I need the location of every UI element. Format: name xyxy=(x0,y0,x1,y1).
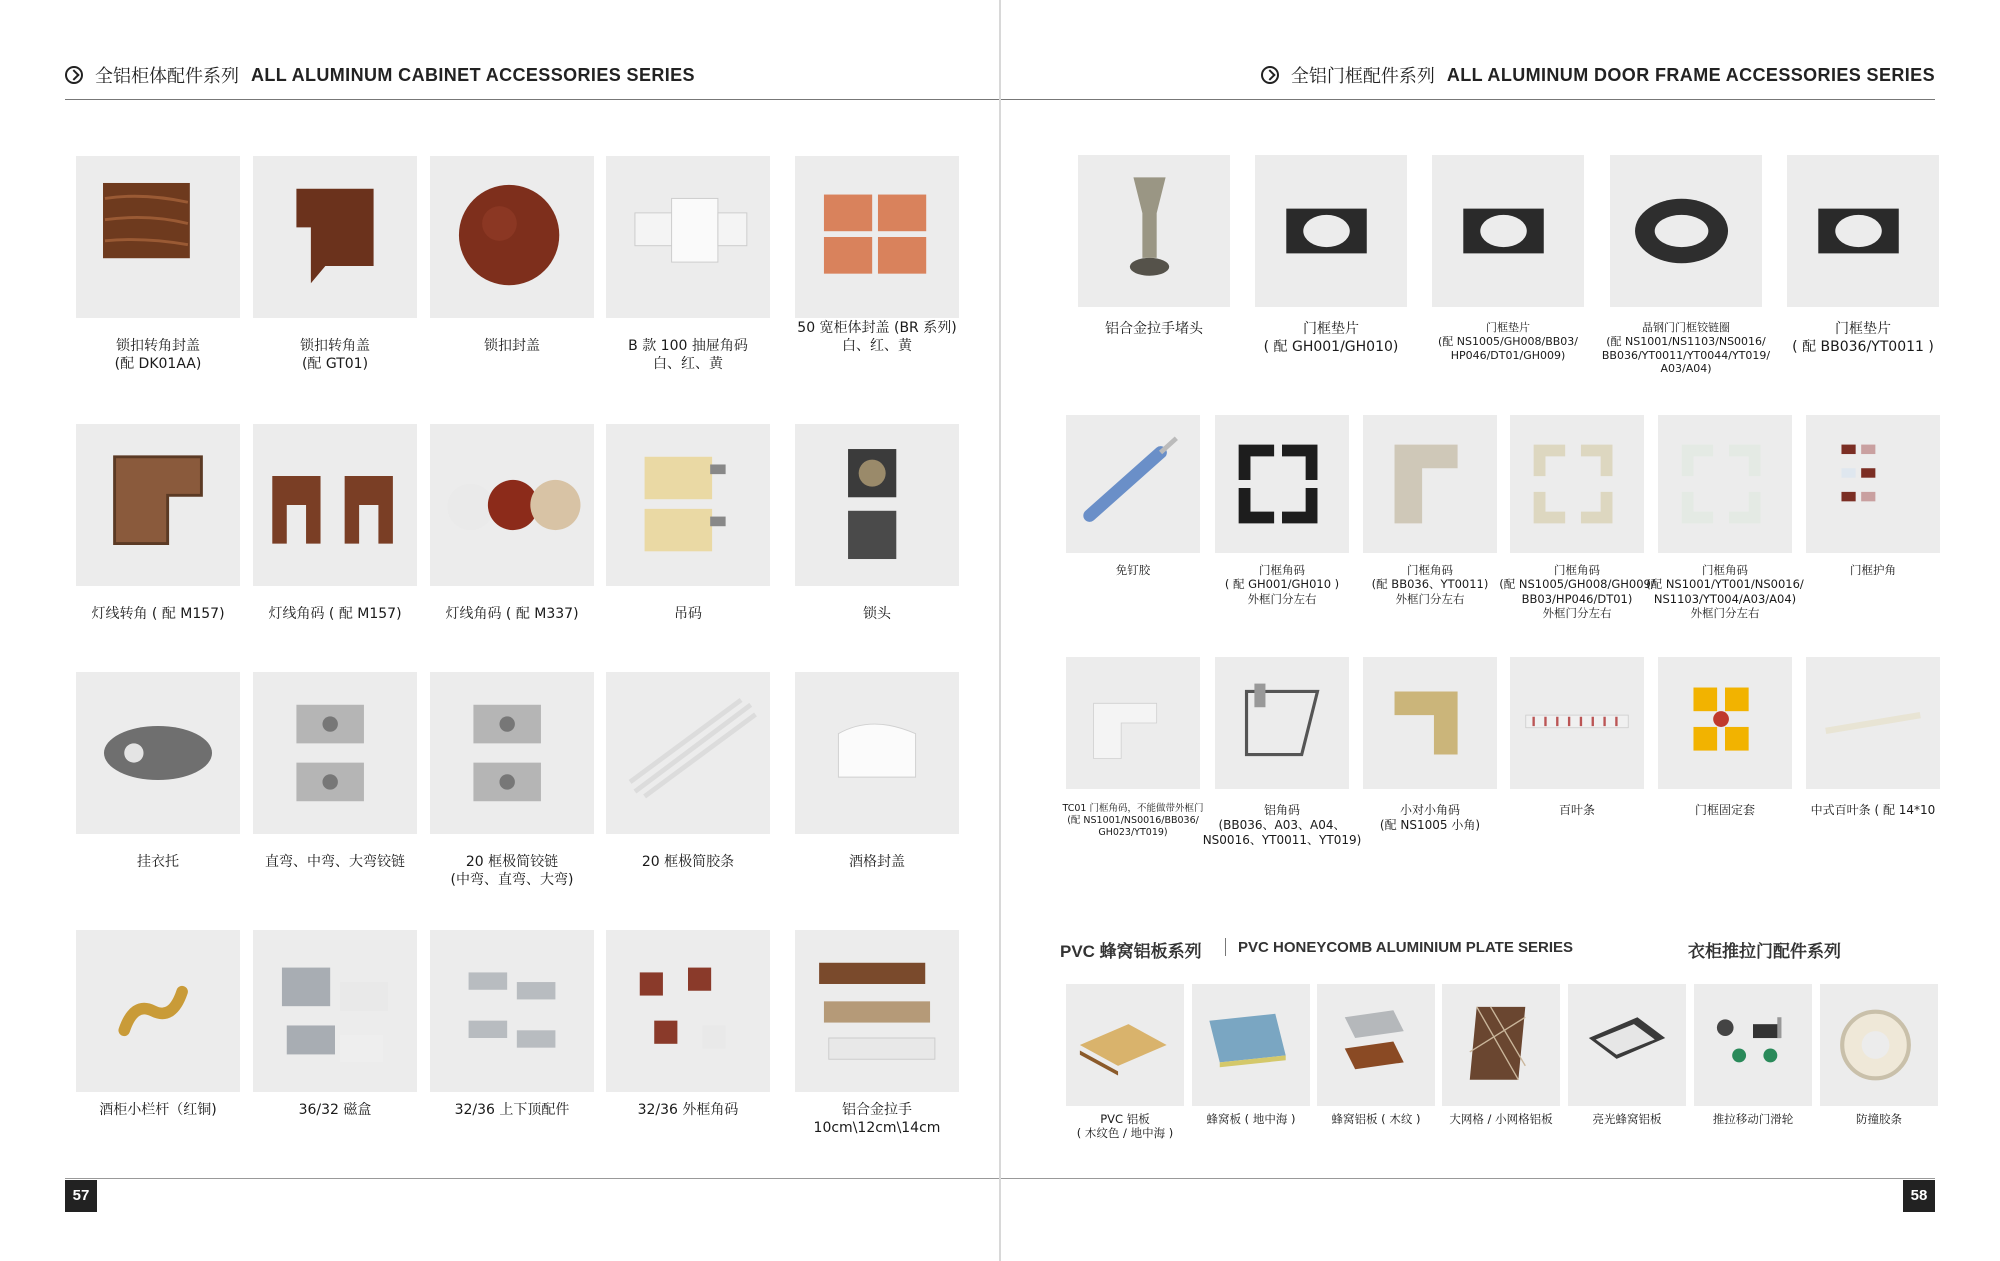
caption-line: 外框门分左右 xyxy=(1542,606,1612,621)
caption-line: (配 NS1005/GH008/GH009/ xyxy=(1499,577,1655,592)
product-photo xyxy=(1442,984,1560,1106)
product-caption xyxy=(775,606,979,624)
caption-line: 小对小角码 xyxy=(1399,803,1460,817)
product-photo xyxy=(1192,984,1310,1106)
caption-line: 直弯、中弯、大弯铰链 xyxy=(265,854,405,870)
caption-line: 门框角码 xyxy=(1554,563,1600,577)
left-header-rule xyxy=(65,99,999,100)
caption-line: 外框门分左右 xyxy=(1247,591,1317,606)
caption-line: (中弯、直弯、大弯) xyxy=(450,871,574,888)
product-photo xyxy=(1658,415,1792,553)
product-photo xyxy=(1787,155,1939,307)
caption-line: 10cm\12cm\14cm xyxy=(813,1119,941,1136)
caption-line: (配 DK01AA) xyxy=(114,355,202,372)
product-caption xyxy=(775,1102,979,1137)
caption-line: 门框固定套 xyxy=(1694,803,1755,817)
caption-line: ( 配 BB036/YT0011 ) xyxy=(1792,338,1934,355)
product-photo xyxy=(1820,984,1938,1106)
caption-line: 锁扣转角盖 xyxy=(300,338,370,354)
caption-line: 门框护角 xyxy=(1850,563,1896,577)
caption-line: 门框角码 xyxy=(1702,563,1748,577)
caption-line: B 款 100 抽屉角码 xyxy=(628,338,748,354)
product-photo xyxy=(430,424,594,586)
caption-line: 蜂窝铝板 ( 木纹 ) xyxy=(1331,1112,1421,1126)
product-photo xyxy=(430,156,594,318)
caption-line: 20 框极简胶条 xyxy=(641,854,735,870)
caption-line: A03/A04) xyxy=(1660,362,1712,376)
product-photo xyxy=(795,930,959,1092)
caption-line: 外框门分左右 xyxy=(1395,591,1465,606)
product-caption xyxy=(410,606,614,624)
product-caption xyxy=(1786,563,1960,577)
product-photo xyxy=(1806,415,1940,553)
caption-line: 防撞胶条 xyxy=(1856,1112,1902,1126)
product-caption xyxy=(56,338,260,373)
product-photo xyxy=(1078,155,1230,307)
caption-line: ( 配 GH001/GH010) xyxy=(1263,338,1399,355)
product-caption xyxy=(1235,321,1427,356)
caption-line: ( 木纹色 / 地中海 ) xyxy=(1076,1126,1174,1141)
caption-line: (配 NS1005/GH008/BB03/ xyxy=(1438,334,1578,348)
product-photo xyxy=(1694,984,1812,1106)
product-photo xyxy=(1610,155,1762,307)
caption-line: (配 NS1001/NS1103/NS0016/ xyxy=(1606,334,1766,348)
caption-line: 蜂窝板 ( 地中海 ) xyxy=(1206,1112,1296,1126)
product-caption xyxy=(1786,803,1960,818)
caption-line: 门框角码 xyxy=(1407,563,1453,577)
section-title-divider xyxy=(1225,938,1226,956)
product-photo xyxy=(1363,657,1497,789)
product-photo xyxy=(1317,984,1435,1106)
caption-line: BB03/HP046/DT01) xyxy=(1521,591,1633,606)
caption-line: 推拉移动门滑轮 xyxy=(1712,1112,1794,1126)
product-photo xyxy=(253,156,417,318)
caption-line: (配 GT01) xyxy=(301,355,369,372)
right-header-cn: 全铝门框配件系列 xyxy=(1290,66,1435,87)
product-photo xyxy=(76,424,240,586)
product-caption xyxy=(586,606,790,624)
product-photo xyxy=(1255,155,1407,307)
left-footer-rule xyxy=(65,1178,999,1179)
caption-line: 百叶条 xyxy=(1558,803,1595,817)
caption-line: 32/36 上下顶配件 xyxy=(454,1102,570,1118)
caption-line: 铝合金拉手堵头 xyxy=(1105,321,1203,337)
product-photo xyxy=(1432,155,1584,307)
caption-line: 锁扣转角封盖 xyxy=(116,338,200,354)
product-photo xyxy=(795,424,959,586)
product-caption xyxy=(56,606,260,624)
right-page-header xyxy=(1261,62,1935,88)
product-photo xyxy=(430,672,594,834)
caption-line: 酒柜小栏杆（红铜) xyxy=(99,1102,217,1118)
product-caption xyxy=(233,338,437,373)
product-photo xyxy=(1066,657,1200,789)
product-photo xyxy=(1510,657,1644,789)
caption-line: 白、红、黄 xyxy=(653,355,723,372)
caption-line: 中式百叶条 ( 配 14*10 xyxy=(1810,803,1936,817)
product-caption xyxy=(1058,321,1250,339)
product-photo xyxy=(1066,415,1200,553)
page-spine xyxy=(999,0,1001,1261)
caption-line: HP046/DT01/GH009) xyxy=(1450,348,1566,362)
caption-line: (配 NS1001/NS0016/BB036/ xyxy=(1067,814,1199,826)
caption-line: 免钉胶 xyxy=(1115,563,1151,577)
product-caption xyxy=(586,338,790,373)
caption-line: 大网格 / 小网格铝板 xyxy=(1449,1112,1553,1126)
product-caption xyxy=(1767,321,1959,356)
right-header-rule xyxy=(1001,99,1935,100)
caption-line: 门框垫片 xyxy=(1303,321,1359,337)
caption-line: (配 BB036、YT0011) xyxy=(1371,577,1489,592)
product-photo xyxy=(606,930,770,1092)
caption-line: 酒格封盖 xyxy=(849,854,905,870)
caption-line: 锁扣封盖 xyxy=(484,338,540,354)
product-photo xyxy=(76,930,240,1092)
product-caption xyxy=(56,1102,260,1120)
caption-line: 50 宽柜体封盖 (BR 系列) xyxy=(797,320,957,336)
caption-line: TC01 门框角码，不能做带外框门 xyxy=(1062,803,1204,814)
caption-line: (BB036、A03、A04、 xyxy=(1218,818,1346,832)
product-photo xyxy=(1568,984,1686,1106)
product-photo xyxy=(795,156,959,318)
caption-line: 白、红、黄 xyxy=(842,337,912,354)
product-photo xyxy=(76,156,240,318)
caption-line: (配 NS1005 小角) xyxy=(1379,818,1481,832)
product-caption xyxy=(1590,321,1782,376)
caption-line: 铝角码 xyxy=(1263,803,1300,817)
left-header-en: ALL ALUMINUM CABINET ACCESSORIES SERIES xyxy=(251,64,695,85)
product-photo xyxy=(606,672,770,834)
product-caption xyxy=(775,320,979,355)
product-caption xyxy=(233,606,437,624)
product-photo xyxy=(1806,657,1940,789)
page-number-right: 58 xyxy=(1903,1180,1935,1212)
product-caption xyxy=(233,854,437,872)
caption-line: 锁头 xyxy=(863,606,891,622)
product-photo xyxy=(253,424,417,586)
caption-line: 32/36 外框角码 xyxy=(637,1102,739,1118)
product-photo xyxy=(1510,415,1644,553)
left-header-cn: 全铝柜体配件系列 xyxy=(95,66,239,87)
product-photo xyxy=(1363,415,1497,553)
caption-line: 灯线角码 ( 配 M337) xyxy=(445,606,579,622)
caption-line: 门框垫片 xyxy=(1835,321,1891,337)
product-photo xyxy=(606,156,770,318)
product-caption xyxy=(56,854,260,872)
page-number-left: 57 xyxy=(65,1180,97,1212)
caption-line: 36/32 磁盒 xyxy=(298,1102,372,1118)
caption-line: NS0016、YT0011、YT019) xyxy=(1202,833,1362,847)
left-page-header xyxy=(65,62,695,88)
caption-line: BB036/YT0011/YT0044/YT019/ xyxy=(1601,348,1771,362)
product-caption xyxy=(410,338,614,356)
product-photo xyxy=(795,672,959,834)
caption-line: NS1103/YT004/A03/A04) xyxy=(1653,591,1797,606)
product-photo xyxy=(1215,415,1349,553)
right-footer-rule xyxy=(1001,1178,1935,1179)
product-caption xyxy=(410,854,614,889)
caption-line: 吊码 xyxy=(674,606,702,622)
product-photo xyxy=(606,424,770,586)
pvc-section-title-cn: PVC 蜂窝铝板系列 xyxy=(1060,942,1202,961)
product-photo xyxy=(430,930,594,1092)
product-photo xyxy=(253,672,417,834)
caption-line: 门框垫片 xyxy=(1486,321,1530,334)
caption-line: 挂衣托 xyxy=(137,854,179,870)
product-caption xyxy=(586,1102,790,1120)
product-caption xyxy=(775,854,979,872)
product-caption xyxy=(410,1102,614,1120)
caption-line: GH023/YT019) xyxy=(1098,826,1168,838)
product-caption xyxy=(1046,803,1220,839)
caption-line: 晶钢门门框铰链圈 xyxy=(1642,321,1730,334)
product-photo xyxy=(1658,657,1792,789)
product-caption xyxy=(1800,1112,1958,1126)
caption-line: 门框角码 xyxy=(1259,563,1305,577)
caption-line: 外框门分左右 xyxy=(1690,606,1760,621)
arrow-circle-icon xyxy=(65,66,83,84)
caption-line: (配 NS1001/YT001/NS0016/ xyxy=(1646,577,1804,592)
product-caption xyxy=(586,854,790,872)
product-photo xyxy=(1215,657,1349,789)
wardrobe-section-title: 衣柜推拉门配件系列 xyxy=(1688,942,1841,961)
product-photo xyxy=(76,672,240,834)
caption-line: 铝合金拉手 xyxy=(842,1102,912,1118)
caption-line: ( 配 GH001/GH010 ) xyxy=(1224,577,1340,592)
caption-line: 灯线角码 ( 配 M157) xyxy=(268,606,402,622)
pvc-section-title-en: PVC HONEYCOMB ALUMINIUM PLATE SERIES xyxy=(1238,939,1574,956)
caption-line: 灯线转角 ( 配 M157) xyxy=(91,606,225,622)
caption-line: PVC 铝板 xyxy=(1100,1112,1150,1126)
right-header-en: ALL ALUMINUM DOOR FRAME ACCESSORIES SERIES xyxy=(1446,64,1935,85)
product-photo xyxy=(253,930,417,1092)
arrow-circle-icon xyxy=(1261,66,1279,84)
product-photo xyxy=(1066,984,1184,1106)
caption-line: 20 框极简铰链 xyxy=(465,854,559,870)
product-caption xyxy=(233,1102,437,1120)
caption-line: 亮光蜂窝铝板 xyxy=(1592,1112,1662,1126)
product-caption xyxy=(1412,321,1604,362)
product-caption xyxy=(1046,563,1220,577)
